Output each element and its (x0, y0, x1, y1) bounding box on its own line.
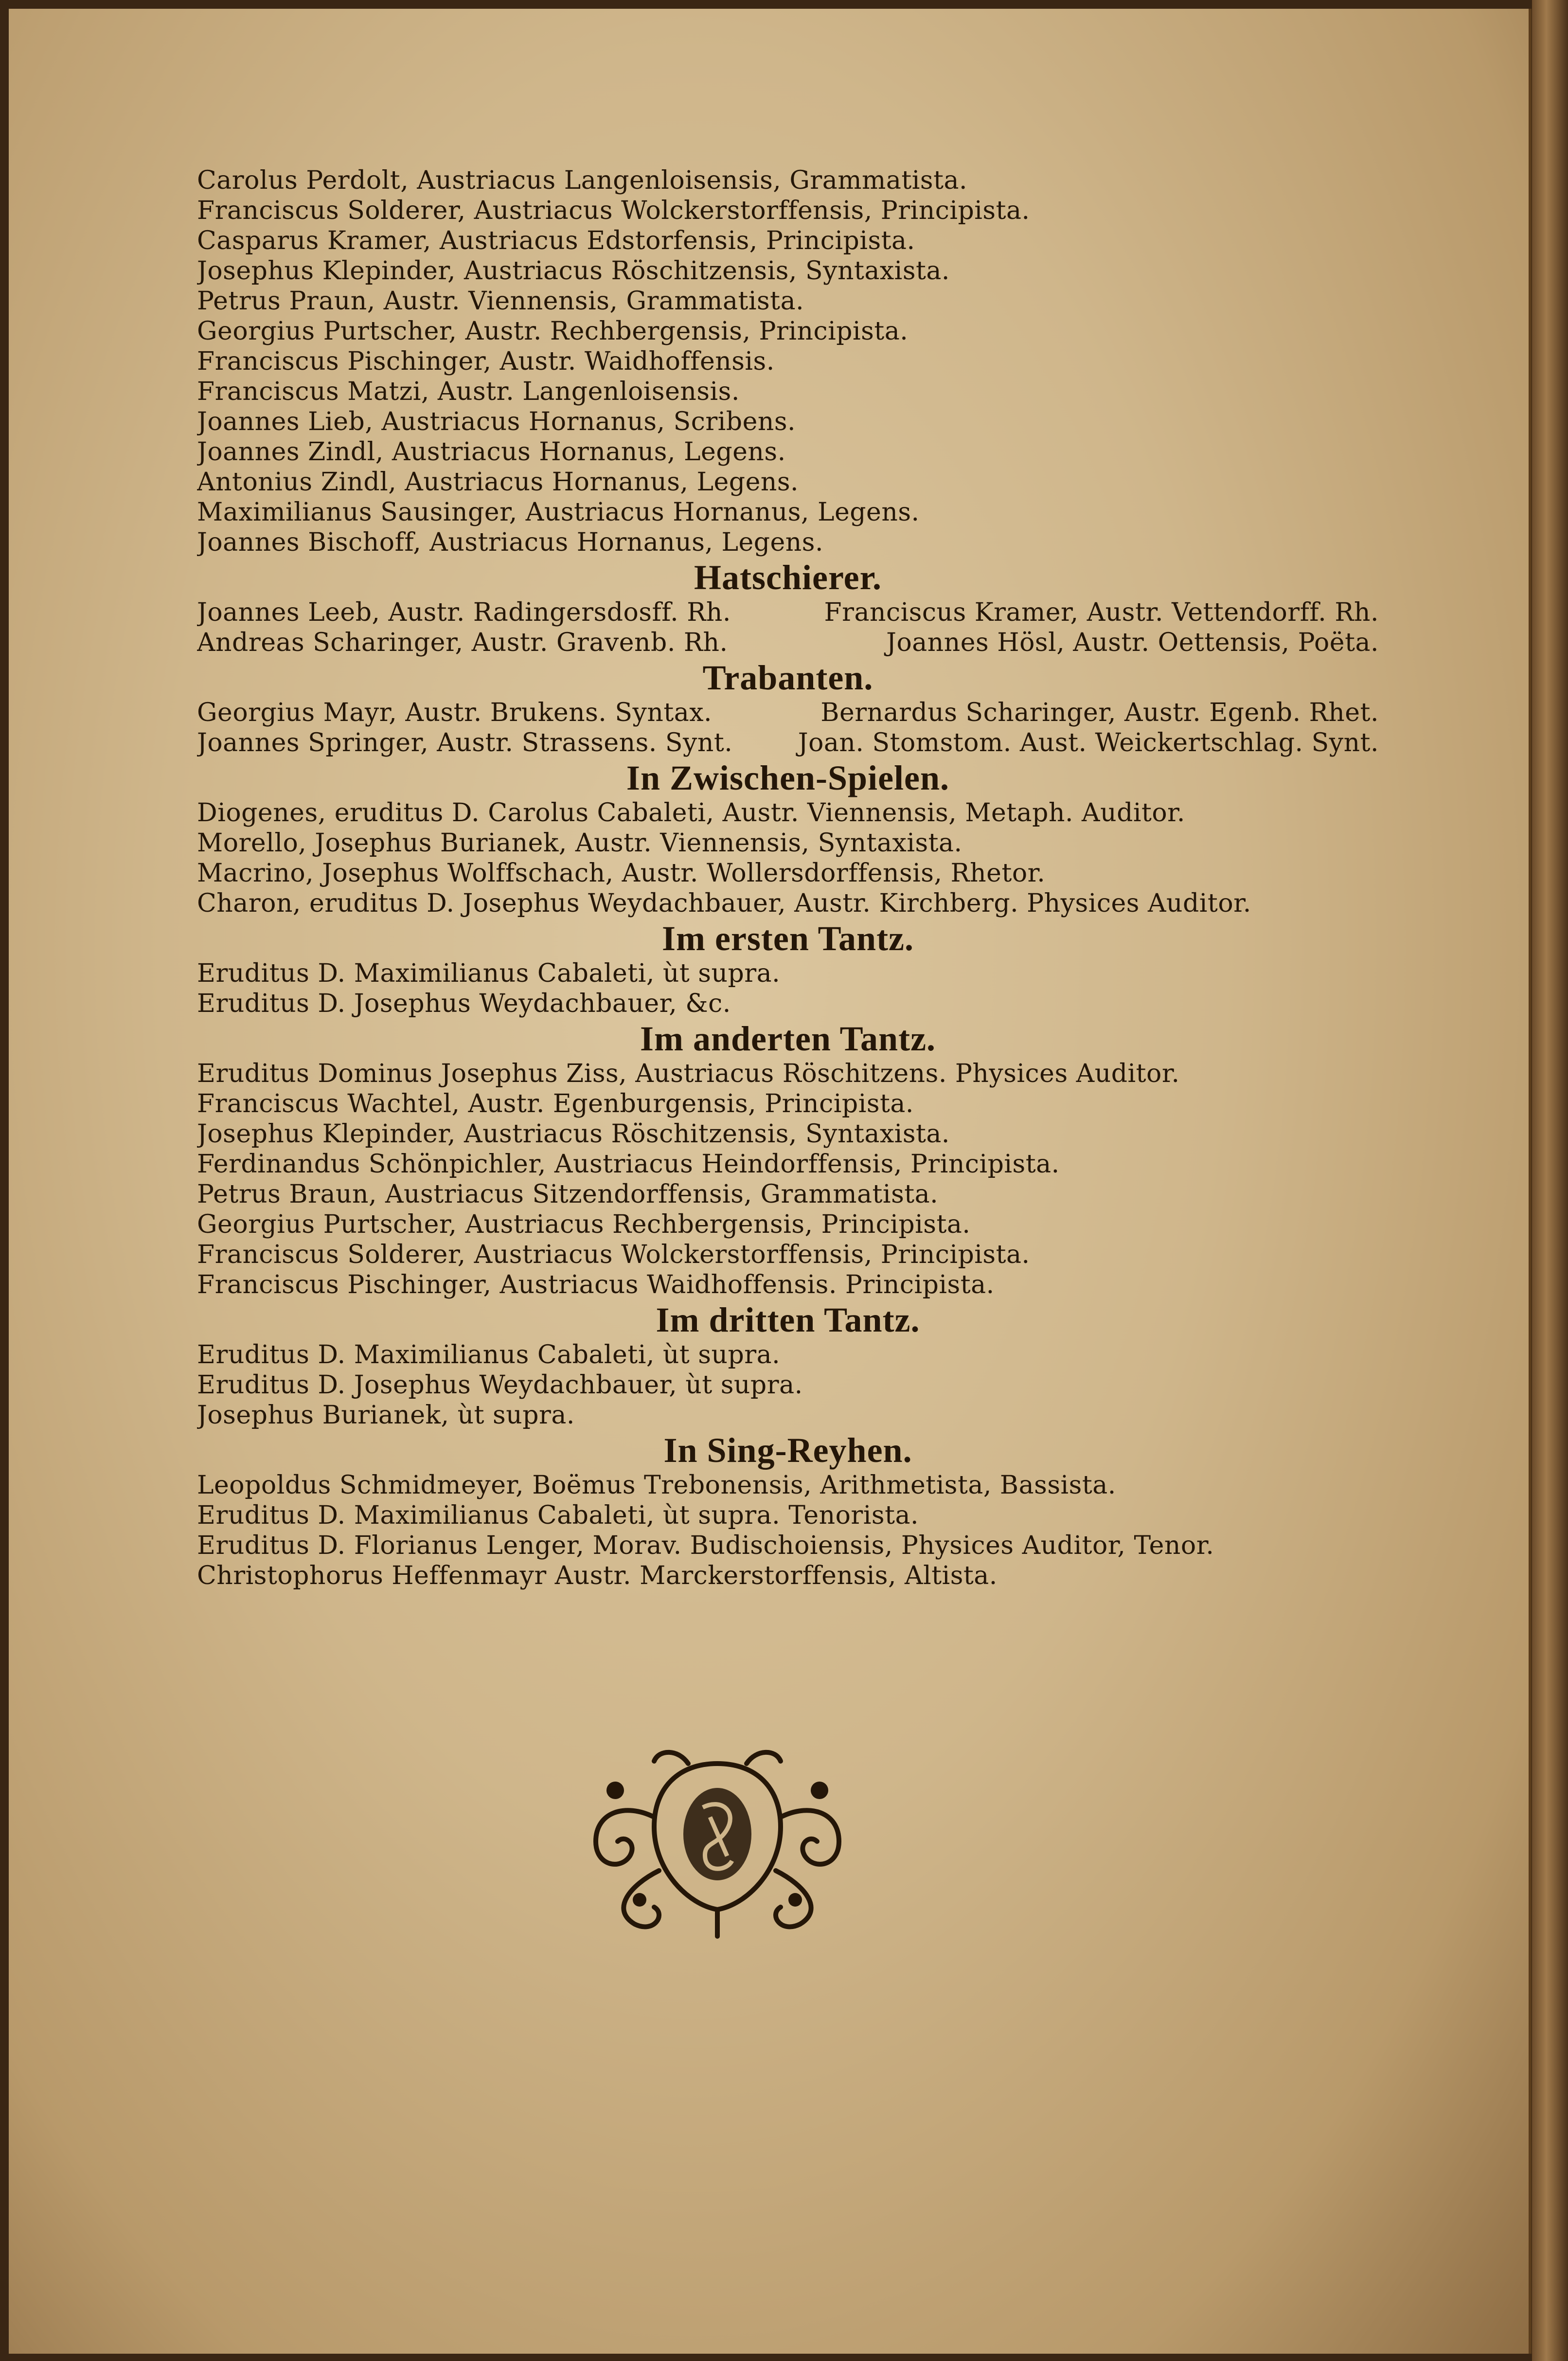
text-line: Charon, eruditus D. Josephus Weydachbauer, Austr. Kirchberg. Physices Auditor. (197, 889, 1251, 918)
text-line: Josephus Klepinder, Austriacus Röschitzensis, Syntaxista. (197, 1119, 950, 1149)
text-line: Eruditus D. Maximilianus Cabaleti, ùt supra. Tenorista. (197, 1501, 919, 1530)
text-line: Franciscus Solderer, Austriacus Wolckerstorffensis, Principista. (197, 1240, 1030, 1269)
text-line: Eruditus D. Maximilianus Cabaleti, ùt supra. (197, 959, 781, 988)
text-line: Franciscus Matzi, Austr. Langenloisensis. (197, 377, 740, 406)
text-line: Eruditus D. Maximilianus Cabaleti, ùt supra. (197, 1340, 781, 1370)
text-line (197, 628, 1379, 658)
document-body (197, 165, 1379, 1591)
entry-right: Joannes Hösl, Austr. Oettensis, Poëta. (886, 628, 1379, 657)
book-edge (1532, 0, 1568, 2361)
section-heading: Im dritten Tantz. (656, 1300, 920, 1339)
text-line: Joannes Zindl, Austriacus Hornanus, Legens. (197, 437, 786, 467)
text-line: Christophorus Heffenmayr Austr. Marckerstorffensis, Altista. (197, 1561, 998, 1590)
text-line: Petrus Braun, Austriacus Sitzendorffensis, Grammatista. (197, 1180, 939, 1209)
section-heading: In Zwischen-Spielen. (626, 758, 950, 797)
text-line: Georgius Purtscher, Austriacus Rechbergensis, Principista. (197, 1210, 971, 1239)
ornament-vignette (581, 1744, 854, 1939)
entry-left: Joannes Leeb, Austr. Radingersdosff. Rh. (197, 598, 731, 627)
text-line: Antonius Zindl, Austriacus Hornanus, Legens. (197, 468, 799, 497)
text-line: Josephus Klepinder, Austriacus Röschitzensis, Syntaxista. (197, 256, 950, 286)
text-line (197, 698, 1379, 728)
text-line: Joannes Lieb, Austriacus Hornanus, Scribens. (197, 407, 796, 436)
entry-right: Franciscus Kramer, Austr. Vettendorff. Rh. (824, 598, 1379, 627)
section-heading: Im anderten Tantz. (640, 1019, 936, 1058)
text-line: Franciscus Solderer, Austriacus Wolckerstorffensis, Principista. (197, 196, 1030, 225)
cast-list (197, 165, 1379, 558)
text-line (197, 597, 1379, 628)
text-line (197, 728, 1379, 758)
section-heading: In Sing-Reyhen. (663, 1431, 912, 1470)
entry-left: Georgius Mayr, Austr. Brukens. Syntax. (197, 698, 713, 727)
text-line: Eruditus D. Josephus Weydachbauer, ùt supra. (197, 1370, 803, 1400)
text-line: Eruditus D. Florianus Lenger, Morav. Budischoiensis, Physices Auditor, Tenor. (197, 1531, 1214, 1560)
text-line: Maximilianus Sausinger, Austriacus Hornanus, Legens. (197, 498, 920, 527)
section-heading: Im ersten Tantz. (662, 919, 914, 958)
text-line: Morello, Josephus Burianek, Austr. Viennensis, Syntaxista. (197, 829, 962, 858)
text-line: Joannes Bischoff, Austriacus Hornanus, Legens. (197, 528, 824, 557)
text-line: Josephus Burianek, ùt supra. (197, 1401, 575, 1430)
section-heading: Hatschierer. (694, 558, 882, 597)
entry-right: Joan. Stomstom. Aust. Weickertschlag. Synt. (798, 728, 1379, 757)
text-line: Georgius Purtscher, Austr. Rechbergensis, Principista. (197, 317, 909, 346)
entry-right: Bernardus Scharinger, Austr. Egenb. Rhet. (820, 698, 1379, 727)
text-line: Franciscus Pischinger, Austriacus Waidhoffensis. Principista. (197, 1270, 995, 1299)
text-line: Casparus Kramer, Austriacus Edstorfensis, Principista. (197, 226, 915, 255)
text-line: Ferdinandus Schönpichler, Austriacus Heindorffensis, Principista. (197, 1150, 1060, 1179)
text-line: Franciscus Pischinger, Austr. Waidhoffensis. (197, 347, 775, 376)
text-line: Leopoldus Schmidmeyer, Boëmus Trebonensis, Arithmetista, Bassista. (197, 1471, 1116, 1500)
entry-left: Andreas Scharinger, Austr. Gravenb. Rh. (197, 628, 728, 657)
section-heading: Trabanten. (702, 658, 873, 697)
text-line: Petrus Praun, Austr. Viennensis, Grammatista. (197, 287, 804, 316)
text-line: Franciscus Wachtel, Austr. Egenburgensis, Principista. (197, 1089, 914, 1118)
text-line: Diogenes, eruditus D. Carolus Cabaleti, Austr. Viennensis, Metaph. Auditor. (197, 798, 1185, 828)
text-line: Eruditus D. Josephus Weydachbauer, &c. (197, 989, 731, 1018)
entry-left: Joannes Springer, Austr. Strassens. Synt. (197, 728, 733, 757)
text-line: Macrino, Josephus Wolffschach, Austr. Wollersdorffensis, Rhetor. (197, 859, 1046, 888)
text-line: Eruditus Dominus Josephus Ziss, Austriacus Röschitzens. Physices Auditor. (197, 1059, 1180, 1088)
text-line: Carolus Perdolt, Austriacus Langenloisensis, Grammatista. (197, 166, 968, 195)
